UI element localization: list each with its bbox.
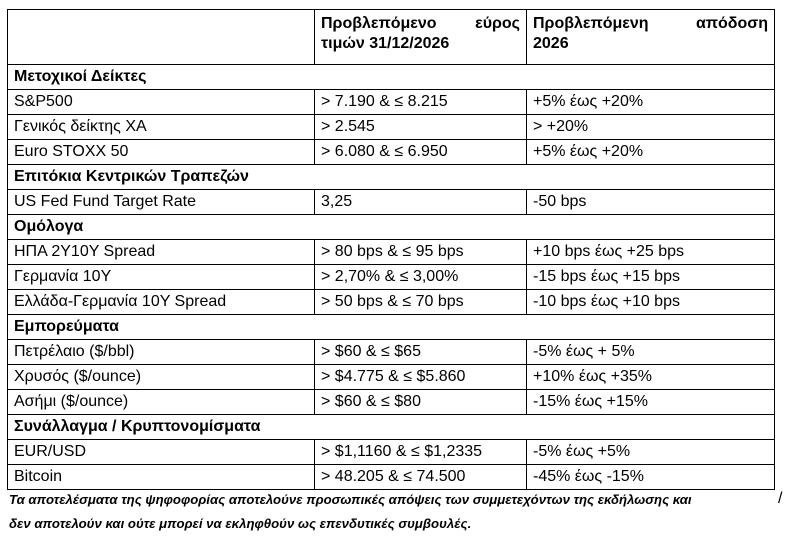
header-empty-cell [8, 10, 315, 65]
asset-name-cell: EUR/USD [8, 440, 315, 465]
range-cell: > $60 & ≤ $80 [315, 390, 527, 415]
range-cell: > $4.775 & ≤ $5.860 [315, 365, 527, 390]
return-cell: -15 bps έως +15 bps [527, 265, 775, 290]
header-range-line2: τιμών 31/12/2026 [321, 35, 450, 52]
forecast-table [7, 9, 775, 490]
return-cell: -5% έως +5% [527, 440, 775, 465]
header-return-line2: 2026 [533, 35, 569, 52]
table-row [8, 90, 775, 115]
range-cell: > $60 & ≤ $65 [315, 340, 527, 365]
table-row [8, 340, 775, 365]
asset-name-cell: Πετρέλαιο ($/bbl) [8, 340, 315, 365]
asset-name-cell: US Fed Fund Target Rate [8, 190, 315, 215]
range-cell: > 80 bps & ≤ 95 bps [315, 240, 527, 265]
section-row [8, 215, 775, 240]
asset-name-cell: ΗΠΑ 2Y10Y Spread [8, 240, 315, 265]
asset-name-cell: Γερμανία 10Y [8, 265, 315, 290]
range-cell: > 2.545 [315, 115, 527, 140]
range-cell: > 50 bps & ≤ 70 bps [315, 290, 527, 315]
range-cell: > 2,70% & ≤ 3,00% [315, 265, 527, 290]
range-cell: 3,25 [315, 190, 527, 215]
footnote [9, 488, 789, 536]
section-title: Συνάλλαγμα / Κρυπτονομίσματα [8, 415, 775, 440]
return-cell: +5% έως +20% [527, 140, 775, 165]
asset-name-cell: Ασήμι ($/ounce) [8, 390, 315, 415]
table-row [8, 465, 775, 490]
return-cell: -10 bps έως +10 bps [527, 290, 775, 315]
footnote-line2: δεν αποτελούν και ούτε μπορεί να εκληφθούν ως επενδυτικές συμβουλές. [9, 516, 472, 531]
range-cell: > 6.080 & ≤ 6.950 [315, 140, 527, 165]
return-cell: > +20% [527, 115, 775, 140]
asset-name-cell: S&P500 [8, 90, 315, 115]
return-cell: -45% έως -15% [527, 465, 775, 490]
table-row [8, 365, 775, 390]
table-row [8, 140, 775, 165]
section-row [8, 65, 775, 90]
table-row [8, 240, 775, 265]
section-title: Επιτόκια Κεντρικών Τραπεζών [8, 165, 775, 190]
table-row [8, 290, 775, 315]
table-row [8, 390, 775, 415]
header-return-line1: Προβλεπόμενη απόδοση [533, 15, 768, 32]
header-return-cell [527, 10, 775, 65]
section-title: Μετοχικοί Δείκτες [8, 65, 775, 90]
asset-name-cell: Ελλάδα-Γερμανία 10Y Spread [8, 290, 315, 315]
table-row [8, 440, 775, 465]
return-cell: -50 bps [527, 190, 775, 215]
asset-name-cell: Γενικός δείκτης ΧΑ [8, 115, 315, 140]
asset-name-cell: Euro STOXX 50 [8, 140, 315, 165]
section-title: Εμπορεύματα [8, 315, 775, 340]
section-row [8, 315, 775, 340]
header-range-cell [315, 10, 527, 65]
forecast-table-body [8, 10, 775, 490]
footnote-line1: Τα αποτελέσματα της ψηφοφορίας αποτελούνε προσωπικές απόψεις των συμμετεχόντων της εκδήλωσης και [9, 492, 692, 507]
section-row [8, 415, 775, 440]
stray-slash-mark: / [778, 490, 783, 507]
asset-name-cell: Χρυσός ($/ounce) [8, 365, 315, 390]
range-cell: > 7.190 & ≤ 8.215 [315, 90, 527, 115]
section-title: Ομόλογα [8, 215, 775, 240]
asset-name-cell: Bitcoin [8, 465, 315, 490]
table-row [8, 190, 775, 215]
table-header-row [8, 10, 775, 65]
table-row [8, 265, 775, 290]
return-cell: +10% έως +35% [527, 365, 775, 390]
header-range-line1: Προβλεπόμενο εύρος [321, 15, 520, 32]
return-cell: +5% έως +20% [527, 90, 775, 115]
return-cell: +10 bps έως +25 bps [527, 240, 775, 265]
range-cell: > 48.205 & ≤ 74.500 [315, 465, 527, 490]
return-cell: -15% έως +15% [527, 390, 775, 415]
table-row [8, 115, 775, 140]
range-cell: > $1,1160 & ≤ $1,2335 [315, 440, 527, 465]
return-cell: -5% έως + 5% [527, 340, 775, 365]
section-row [8, 165, 775, 190]
